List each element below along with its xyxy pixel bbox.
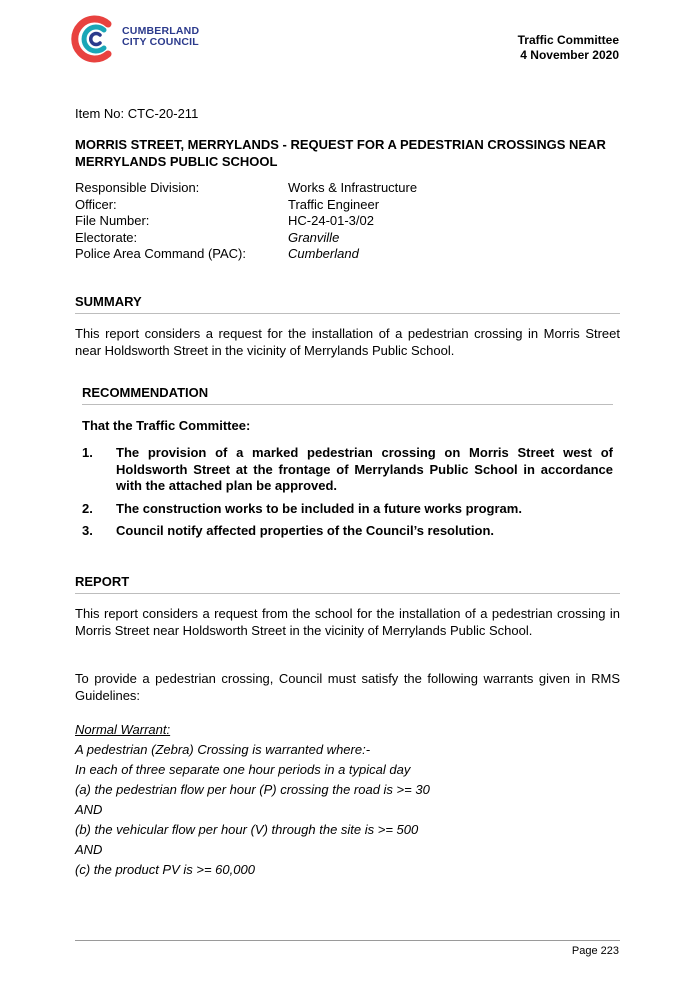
- meta-label: Officer:: [75, 196, 117, 212]
- list-item: [82, 445, 613, 495]
- meta-label: Electorate:: [75, 229, 138, 245]
- warrant-line: A pedestrian (Zebra) Crossing is warranted where:-: [75, 742, 371, 757]
- summary-heading: SUMMARY: [75, 294, 620, 314]
- meeting-date: 4 November 2020: [520, 48, 619, 62]
- list-number: 1.: [82, 445, 93, 460]
- warrant-block: [75, 720, 620, 880]
- warrant-line: AND: [75, 802, 103, 817]
- meta-row: [75, 213, 620, 230]
- page-number: Page 223: [571, 945, 619, 957]
- list-text: The provision of a marked pedestrian crossing on Morris Street west of Holdsworth Street at the frontage of Merrylands Public School in accordance with the attached plan be approved.: [116, 445, 613, 493]
- meta-row: [75, 230, 620, 247]
- recommendation-heading: RECOMMENDATION: [82, 385, 613, 405]
- recommendation-list: [82, 445, 613, 546]
- list-item: [82, 523, 613, 540]
- list-item: [82, 501, 613, 518]
- warrant-line: (a) the pedestrian flow per hour (P) crossing the road is >= 30: [75, 782, 430, 797]
- page-title: MORRIS STREET, MERRYLANDS - REQUEST FOR A PEDESTRIAN CROSSINGS NEAR MERRYLANDS PUBLIC SCHOOL: [75, 137, 606, 169]
- meta-row: [75, 197, 620, 214]
- logo-line1: CUMBERLAND: [122, 25, 200, 37]
- warrant-line: AND: [75, 842, 103, 857]
- meta-row: [75, 180, 620, 197]
- meta-value: Traffic Engineer: [288, 196, 380, 212]
- list-number: 3.: [82, 523, 93, 538]
- warrant-title: Normal Warrant:: [75, 722, 171, 737]
- meta-table: [75, 180, 620, 263]
- logo-line2: CITY COUNCIL: [122, 36, 199, 48]
- meta-label: Police Area Command (PAC):: [75, 246, 246, 261]
- meta-value: Granville: [288, 229, 340, 245]
- item-number: Item No: CTC-20-211: [75, 106, 199, 121]
- meta-row: [75, 246, 620, 263]
- meta-value: Cumberland: [288, 246, 359, 261]
- committee-name: Traffic Committee: [517, 33, 619, 47]
- meta-value: Works & Infrastructure: [288, 180, 418, 195]
- report-heading: REPORT: [75, 574, 620, 594]
- cumberland-logo-icon: [68, 14, 120, 64]
- report-paragraph: This report considers a request from the school for the installation of a pedestrian crossing in Morris Street near Holdsworth Street in the vicinity of Merrylands Public School.: [75, 606, 620, 638]
- list-number: 2.: [82, 500, 93, 516]
- list-text: The construction works to be included in a future works program.: [116, 500, 522, 516]
- report-paragraph: To provide a pedestrian crossing, Council must satisfy the following warrants given in RMS Guidelines:: [75, 671, 620, 703]
- meta-label: File Number:: [75, 213, 150, 228]
- meta-value: HC-24-01-3/02: [288, 213, 374, 228]
- recommendation-intro: That the Traffic Committee:: [82, 418, 251, 433]
- warrant-line: (c) the product PV is >= 60,000: [75, 862, 255, 877]
- meta-label: Responsible Division:: [75, 180, 200, 195]
- header-meeting-info: [518, 33, 619, 63]
- warrant-line: In each of three separate one hour periods in a typical day: [75, 762, 411, 777]
- warrant-line: (b) the vehicular flow per hour (V) through the site is >= 500: [75, 822, 419, 837]
- summary-body: This report considers a request for the installation of a pedestrian crossing in Morris Street near Holdsworth Street in the vicinity of Merrylands Public School.: [75, 326, 620, 358]
- footer-divider: [75, 940, 620, 941]
- logo-text: [122, 26, 199, 48]
- list-text: Council notify affected properties of the Council’s resolution.: [116, 523, 494, 538]
